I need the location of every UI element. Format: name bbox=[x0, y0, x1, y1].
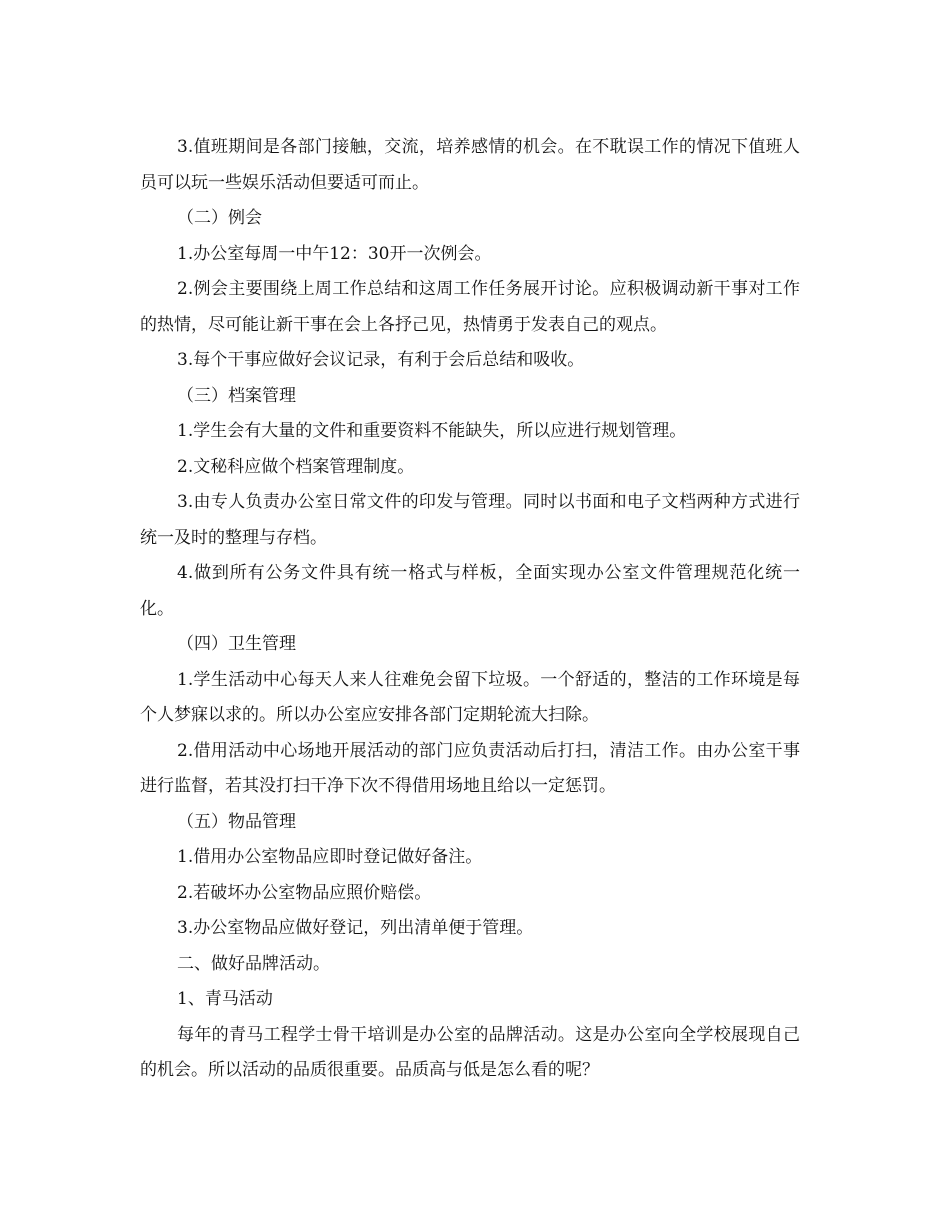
paragraph: 1.学生会有大量的文件和重要资料不能缺失，所以应进行规划管理。 bbox=[177, 421, 687, 441]
paragraph: 每年的青马工程学士骨干培训是办公室的品牌活动。这是办公室向全学校展现自己的机会。所以活动的品质很重要。品质高与低是怎么看的呢？ bbox=[140, 1024, 800, 1080]
paragraph: 3.值班期间是各部门接触，交流，培养感情的机会。在不耽误工作的情况下值班人员可以玩一些娱乐活动但要适可而止。 bbox=[140, 137, 800, 193]
document-body bbox=[140, 130, 800, 1089]
paragraph: 4.做到所有公务文件具有统一格式与样板，全面实现办公室文件管理规范化统一化。 bbox=[140, 563, 800, 619]
section-heading: （四）卫生管理 bbox=[177, 634, 296, 654]
paragraph: 3.每个干事应做好会议记录，有利于会后总结和吸收。 bbox=[177, 350, 585, 370]
section-heading: （三）档案管理 bbox=[177, 385, 296, 406]
paragraph: 1.学生活动中心每天人来人往难免会留下垃圾。一个舒适的，整洁的工作环境是每个人梦寐以求的。所以办公室应安排各部门定期轮流大扫除。 bbox=[140, 669, 800, 725]
paragraph: 1.借用办公室物品应即时登记做好备注。 bbox=[177, 847, 483, 867]
paragraph: 3.办公室物品应做好登记，列出清单便于管理。 bbox=[177, 918, 534, 938]
paragraph: 3.由专人负责办公室日常文件的印发与管理。同时以书面和电子文档两种方式进行统一及时的整理与存档。 bbox=[140, 492, 800, 548]
paragraph: 2.文秘科应做个档案管理制度。 bbox=[177, 456, 415, 477]
paragraph: 2.借用活动中心场地开展活动的部门应负责活动后打扫，清洁工作。由办公室干事进行监督，若其没打扫干净下次不得借用场地且给以一定惩罚。 bbox=[140, 740, 800, 796]
section-heading: （五）物品管理 bbox=[177, 811, 296, 832]
section-heading: （二）例会 bbox=[177, 208, 262, 228]
subsection-heading: 1、青马活动 bbox=[177, 989, 273, 1009]
paragraph: 2.例会主要围绕上周工作总结和这周工作任务展开讨论。应积极调动新干事对工作的热情，尽可能让新干事在会上各抒己见，热情勇于发表自己的观点。 bbox=[140, 279, 800, 335]
paragraph: 1.办公室每周一中午12：30开一次例会。 bbox=[177, 243, 492, 264]
section-heading: 二、做好品牌活动。 bbox=[177, 953, 330, 974]
paragraph: 2.若破坏办公室物品应照价赔偿。 bbox=[177, 882, 432, 903]
